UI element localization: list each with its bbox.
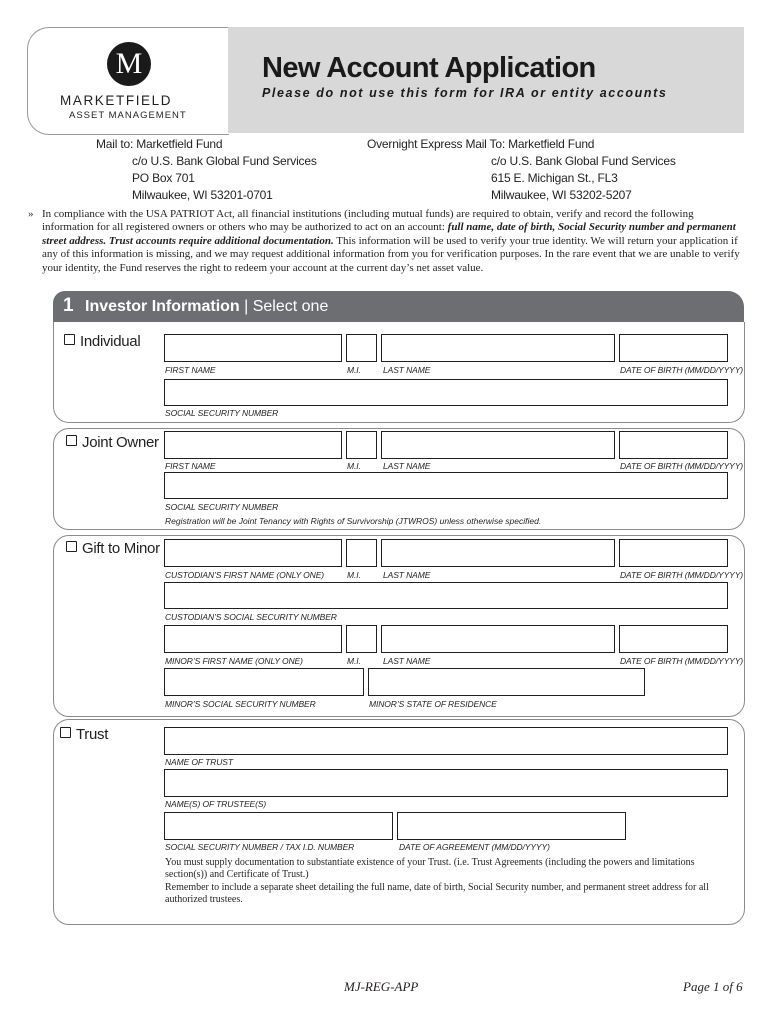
label: LAST NAME (383, 656, 431, 666)
section-title: Investor Information | Select one (85, 298, 329, 315)
overnight-line-1: c/o U.S. Bank Global Fund Services (491, 154, 676, 168)
label: SOCIAL SECURITY NUMBER (165, 502, 279, 512)
label: MINOR’S STATE OF RESIDENCE (369, 699, 497, 709)
trust-agreement-date-input[interactable] (397, 812, 626, 840)
notice-text-2: This information will be used to verify your true identity. We will return your application if any of this information is missing, and we may request additional information from you for verification purposes. In the rare event that we are unable to verify your identity, the Fund reserves the right to redeem your account at the current day’s net asset value. (42, 234, 740, 274)
mail-to-line-2: PO Box 701 (132, 171, 195, 185)
individual-option[interactable]: Individual (64, 333, 140, 350)
mail-to-line-1: c/o U.S. Bank Global Fund Services (132, 154, 317, 168)
custodian-mi-input[interactable] (346, 539, 377, 567)
joint-ssn-input[interactable] (164, 472, 728, 499)
label: DATE OF BIRTH (MM/DD/YYYY) (620, 461, 744, 471)
logo-name: MARKETFIELD (60, 93, 173, 108)
custodian-ssn-input[interactable] (164, 582, 728, 609)
logo-emblem: M (107, 42, 151, 86)
label: CUSTODIAN’S SOCIAL SECURITY NUMBER (165, 612, 337, 622)
label: M.I. (347, 570, 361, 580)
label: MINOR’S SOCIAL SECURITY NUMBER (165, 699, 316, 709)
label: LAST NAME (383, 570, 431, 580)
label: LAST NAME (383, 365, 431, 375)
form-code: MJ-REG-APP (344, 979, 419, 994)
notice-emphasis: full name, date of birth, Social Security number and permanent street address. Trust accounts require additional documentation. (42, 221, 736, 247)
individual-last-name-input[interactable] (381, 334, 615, 362)
checkbox-icon[interactable] (66, 541, 77, 552)
checkbox-icon[interactable] (60, 727, 71, 738)
minor-ssn-input[interactable] (164, 668, 364, 696)
label: FIRST NAME (165, 461, 216, 471)
custodian-last-name-input[interactable] (381, 539, 615, 567)
joint-first-name-input[interactable] (164, 431, 342, 459)
overnight-label: Overnight Express Mail To: Marketfield Fund (367, 137, 595, 151)
checkbox-icon[interactable] (64, 334, 75, 345)
trust-ssn-tax-input[interactable] (164, 812, 393, 840)
custodian-first-name-input[interactable] (164, 539, 342, 567)
gift-to-minor-option[interactable]: Gift to Minor (66, 540, 160, 557)
joint-owner-option[interactable]: Joint Owner (66, 434, 159, 451)
joint-mi-input[interactable] (346, 431, 377, 459)
individual-mi-input[interactable] (346, 334, 377, 362)
bullet-marker: » (28, 208, 34, 220)
label: SOCIAL SECURITY NUMBER (165, 408, 279, 418)
label: LAST NAME (383, 461, 431, 471)
label: M.I. (347, 656, 361, 666)
label: NAME(S) OF TRUSTEE(S) (165, 799, 267, 809)
label: DATE OF BIRTH (MM/DD/YYYY) (620, 570, 744, 580)
trustee-details-note: Remember to include a separate sheet detailing the full name, date of birth, Social Security number, and permanent street address for all authorized trustees. (165, 882, 709, 905)
notice-text-1: In compliance with the USA PATRIOT Act, all financial institutions (including mutual funds) are required to obtain, verify and record the following information for all registered owners or others who may be authorized to act on an account: (42, 208, 694, 234)
label: M.I. (347, 461, 361, 471)
minor-first-name-input[interactable] (164, 625, 342, 653)
page-title: New Account Application (262, 52, 596, 84)
section-number: 1 (63, 295, 74, 316)
logo-subtitle: ASSET MANAGEMENT (69, 110, 187, 121)
joint-last-name-input[interactable] (381, 431, 615, 459)
mail-to-line-3: Milwaukee, WI 53201-0701 (132, 188, 273, 202)
label: DATE OF BIRTH (MM/DD/YYYY) (620, 656, 744, 666)
label: FIRST NAME (165, 365, 216, 375)
joint-dob-input[interactable] (619, 431, 728, 459)
individual-ssn-input[interactable] (164, 379, 728, 406)
minor-dob-input[interactable] (619, 625, 728, 653)
trustees-input[interactable] (164, 769, 728, 797)
label: CUSTODIAN’S FIRST NAME (ONLY ONE) (165, 570, 325, 580)
checkbox-icon[interactable] (66, 435, 77, 446)
page-number: Page 1 of 6 (683, 979, 743, 994)
overnight-line-3: Milwaukee, WI 53202-5207 (491, 188, 632, 202)
patriot-act-notice (28, 208, 740, 275)
label: SOCIAL SECURITY NUMBER / TAX I.D. NUMBER (165, 842, 355, 852)
trust-option[interactable]: Trust (60, 726, 108, 743)
trust-documentation-note: You must supply documentation to substantiate existence of your Trust. (i.e. Trust Agreements (including the powers and limitations section(s)) and Certificate of Trust.) (165, 857, 695, 880)
label: DATE OF BIRTH (MM/DD/YYYY) (620, 365, 744, 375)
label: DATE OF AGREEMENT (MM/DD/YYYY) (399, 842, 550, 852)
minor-last-name-input[interactable] (381, 625, 615, 653)
label: NAME OF TRUST (165, 757, 233, 767)
label: MINOR’S FIRST NAME (ONLY ONE) (165, 656, 303, 666)
page-subtitle: Please do not use this form for IRA or entity accounts (262, 86, 668, 100)
custodian-dob-input[interactable] (619, 539, 728, 567)
minor-state-input[interactable] (368, 668, 645, 696)
individual-dob-input[interactable] (619, 334, 728, 362)
minor-mi-input[interactable] (346, 625, 377, 653)
overnight-line-2: 615 E. Michigan St., FL3 (491, 171, 618, 185)
label: M.I. (347, 365, 361, 375)
jtwros-note: Registration will be Joint Tenancy with Rights of Survivorship (JTWROS) unless otherwise specified. (165, 516, 542, 526)
section-1-header (53, 291, 744, 323)
individual-first-name-input[interactable] (164, 334, 342, 362)
mail-to-label: Mail to: Marketfield Fund (96, 137, 223, 151)
trust-name-input[interactable] (164, 727, 728, 755)
